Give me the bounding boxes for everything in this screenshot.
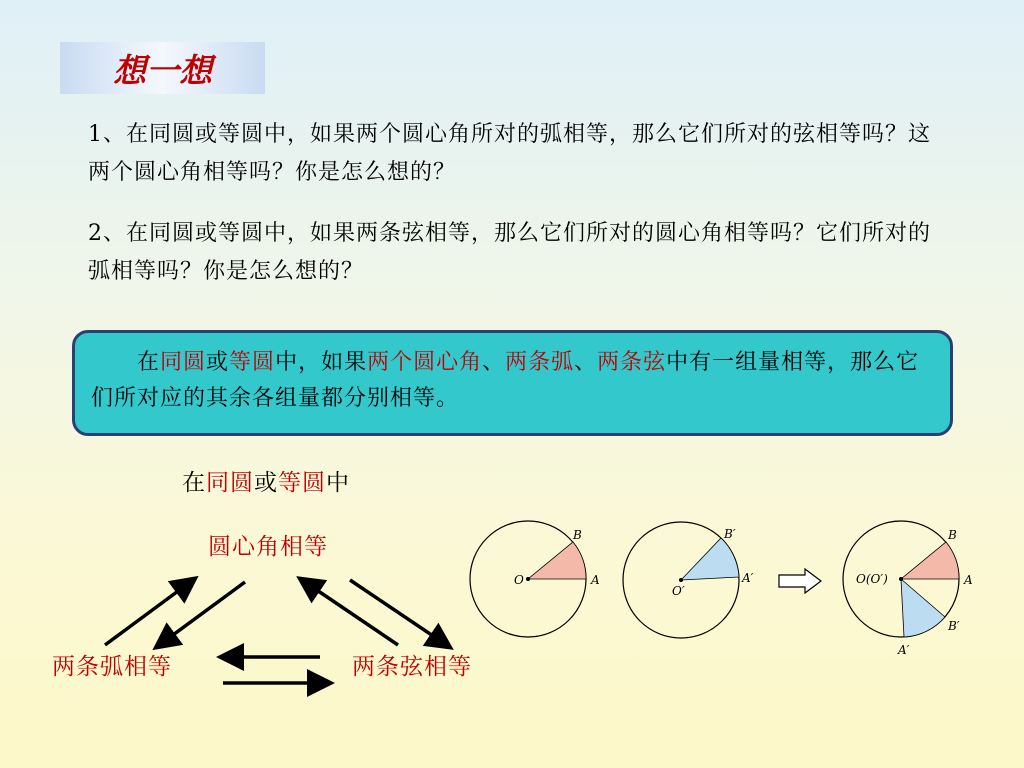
node-arcs-equal: 两条弧相等 <box>52 654 172 680</box>
summary-equal-circle: 等圆 <box>229 350 276 375</box>
summary-chords: 两条弦 <box>597 350 667 375</box>
sector-blue <box>901 579 945 637</box>
label-o: O <box>514 573 524 587</box>
slide-title: 想一想 <box>113 50 212 90</box>
label-b-prime: B′ <box>724 527 736 541</box>
summary-arcs: 两条弧 <box>505 350 575 375</box>
label-a: A <box>591 573 600 587</box>
condition-equal-circle: 等圆 <box>278 470 326 496</box>
question-2: 2、在同圆或等圆中，如果两条弦相等，那么它们所对的圆心角相等吗？它们所对的弧相等吗？你是怎么想的？ <box>88 221 931 284</box>
node-angles-equal: 圆心角相等 <box>208 534 328 560</box>
question-1: 1、在同圆或等圆中，如果两个圆心角所对的弧相等，那么它们所对的弦相等吗？这两个圆心角相等吗？你是怎么想的？ <box>88 122 931 185</box>
figure-circle-2 <box>618 520 768 660</box>
summary-part: 、 <box>482 350 506 375</box>
label-o-o-prime: O(O′) <box>856 572 888 586</box>
label-a-prime: A′ <box>742 571 754 585</box>
center-point <box>899 577 903 581</box>
condition-same-circle: 同圆 <box>206 470 254 496</box>
label-b: B <box>948 528 957 542</box>
summary-same-circle: 同圆 <box>160 350 207 375</box>
summary-part: 中有一组量相等，那么它们所对应的其余各组量都分别相等。 <box>91 350 920 411</box>
condition-part: 在 <box>182 470 206 496</box>
label-b-prime: B′ <box>948 619 960 633</box>
label-a: A <box>964 573 973 587</box>
label-o-prime: O′ <box>672 584 685 598</box>
node-chords-equal: 两条弦相等 <box>352 654 472 680</box>
arrow-arcs-to-angles <box>105 580 193 645</box>
summary-part: 中，如果 <box>275 350 368 375</box>
center-point <box>526 577 530 581</box>
center-point <box>679 578 683 582</box>
figure-circle-1 <box>465 520 605 660</box>
condition-part: 或 <box>254 470 278 496</box>
hollow-arrow-icon <box>777 568 825 594</box>
label-a-prime: A′ <box>898 643 910 657</box>
label-b: B <box>573 528 582 542</box>
summary-part: 在 <box>137 350 161 375</box>
summary-part: 或 <box>206 350 230 375</box>
figure-circle-3 <box>838 520 998 665</box>
summary-angles: 两个圆心角 <box>367 350 483 375</box>
arrow-angles-to-arcs <box>158 582 245 646</box>
sector-blue <box>681 538 739 580</box>
arrow-chords-to-angles <box>302 580 398 645</box>
arrow-angles-to-chords <box>350 580 448 646</box>
condition-part: 中 <box>326 470 350 496</box>
sector-pink <box>528 542 586 579</box>
summary-part: 、 <box>574 350 598 375</box>
sector-pink <box>901 542 959 579</box>
